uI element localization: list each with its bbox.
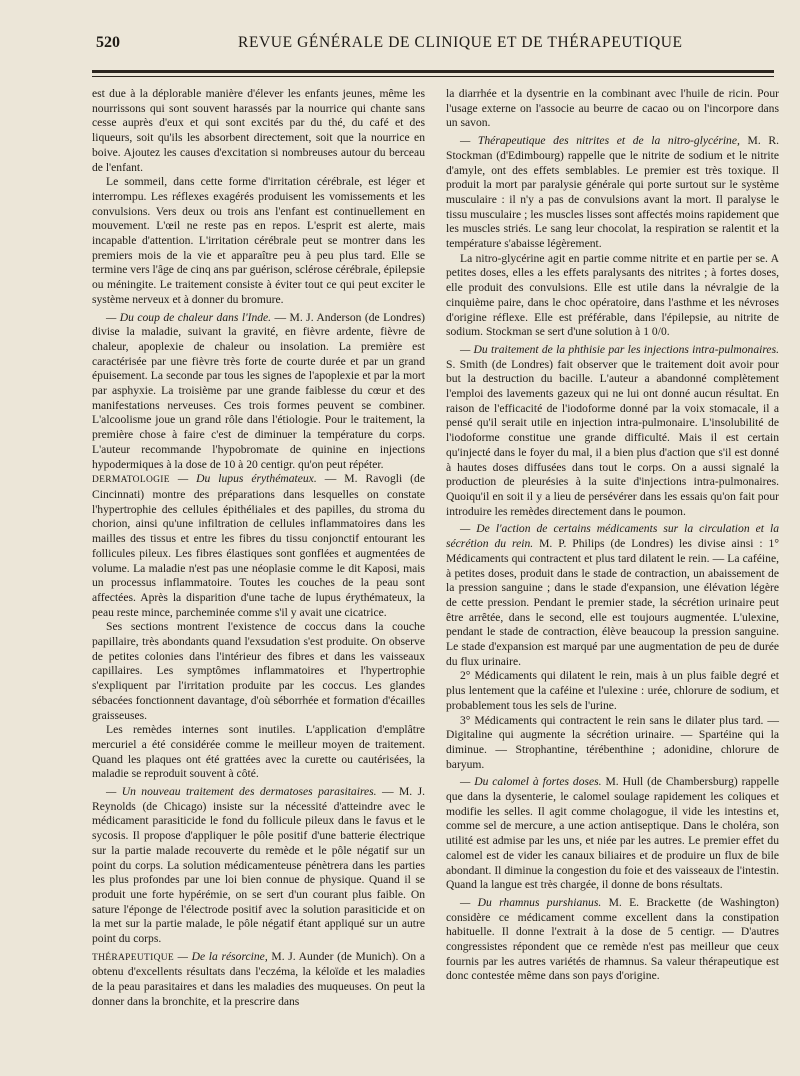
article-text: M. Hull (de Chambersburg) rappelle que dans la dysenterie, le calomel soulage rapidement les coliques et modifie les selles. Il agit comme cholagogue, il vide les intestins et, comme sel de mercure, a une action antiseptique. Dans le choléra, son utilité est admise par les uns, et niée par les autres. Le premier effet du calomel est de vider les canaux biliaires et de produire un flux de bile abondant. Il diminue la congestion du foie et des vaisseaux de l'intestin. Quand la langue est très chargée, il donne de bons résultats. [446,775,779,892]
right-column [446,87,779,984]
paragraph: Le sommeil, dans cette forme d'irritation cérébrale, est léger et interrompu. Les réflexes exagérés produisent les vomissements et les convulsions. Vers deux ou trois ans l'enfant est continuellement en mouvement. L'œil ne reste pas en repos. L'esprit est alerte, mais incapable d'attention. L'irritation cérébrale peut se montrer dans les premiers mois de la vie et apparaître peu à peu plus tard. Elle se termine vers l'âge de cinq ans par guérison, sclérose cérébrale, épilepsie ou méningite. Le traitement consiste à éviter tout ce qui peut exciter le système nerveux et à donner du bromure. [92,175,426,306]
section-tag: THÉRAPEUTIQUE [92,952,175,963]
paragraph: Ses sections montrent l'existence de coccus dans la couche papillaire, très abondants quand l'exsudation s'est produite. On observe de petites colonies dans l'intérieur des fibres et dans les vaisseaux capillaires. Les symptômes inflammatoires et l'hypertrophie s'expliquent par l'irritation produite par les coccus. Les glandes sébacées fonctionnent davantage, d'où séborrhée et formation d'écailles graisseuses. [92,620,425,722]
paragraph: 2° Médicaments qui dilatent le rein, mais à un plus faible degré et plus lentement que la caféine et l'ulexine : urée, chlorure de sodium, et probablement tous les sels de l'urine. [446,669,779,712]
article-title: — De l'action de certains médicaments sur la circulation et la sécrétion du rein. [446,522,779,551]
article-title: — Du calomel à fortes doses. [460,775,602,789]
article-title: — De la résorcine, [174,949,268,963]
article-text: S. Smith (de Londres) fait observer que le traitement doit avoir pour but la destruction du bacille. L'auteur a abandonné complètement l'emploi des lavements gazeux qui ne lui ont donné aucun résultat. En raison de l'efficacité de l'iodoforme donné par la voix stomacale, il a pensé qu'il serait utile en injection intra-pulmonaire. L'insolubilité de l'iodoforme constitue une grande difficulté. Mais il est certain qu'injecté dans le foyer du mal, il a bien plus d'action que s'il est donné à hautes doses diffusées dans tout le corps. On a aussi signalé la production de pleurésies à la suite d'injections intra-pulmonaires. Quoiqu'il en soit il y a lieu de persévérer dans les essais qu'on fait pour introduire les remèdes directement dans le poumon. [446,357,779,518]
article-nitrites [446,134,779,252]
article-title: — Du traitement de la phthisie par les injections intra-pulmonaires. [460,342,779,356]
article-resorcine [92,950,425,1010]
paragraph: est due à la déplorable manière d'élever les enfants jeunes, même les nourrissons qui sont souvent harassés par la nourrice qui chante sans cesse auprès d'eux et qui sont excités par du thé, du café et des liqueurs, soit qu'ils les absorbent directement, soit que la nourrice en boive. Ajoutez les causes d'excitation si nombreuses autour du berceau de l'enfant. [92,87,425,174]
header-rule [92,70,774,73]
article-phthisie [446,343,779,519]
article-text: M. E. Brackette (de Washington) considère ce médicament comme excellent dans la constipation habituelle. Il donne l'extrait à la dose de 5 centigr. — D'autres congressistes répondent que ce remède n'est pas meilleur que ceux fournis par les autres variétés de rhamnus. Sa valeur thérapeutique est donc contestée même dans son pays d'origine. [446,895,779,983]
article-title: — Du lupus érythémateux. [169,472,317,486]
article-text: M. J. Aunder (de Munich). On a obtenu d'excellents résultats dans l'eczéma, la kéloïde et les maladies de la peau parasitaires et dans les maladies des muqueuses. On peut la donner dans la bronchite, et la prescrire dans [92,949,425,1008]
article-title: — Thérapeutique des nitrites et de la nitro-glycérine, [460,134,740,148]
article-text: M. P. Philips (de Londres) les divise ainsi : 1° Médicaments qui contractent et plus tard dilatent le rein. — La caféine, à petites doses, produit dans le stade de contraction, un abaissement de la pression sanguine ; dans le stade d'expansion, une élévation légère de cette pression. Pendant le premier stade, la sécrétion urinaire peut être arrêtée, dans le second, elle est toujours augmentée. L'ulexine, pendant le stade de contraction, élève beaucoup la pression sanguine. Le stade d'expansion est marqué par une augmentation de peu de durée du flux urinaire. [446,537,779,668]
page-number: 520 [96,34,120,51]
article-text: — M. J. Reynolds (de Chicago) insiste sur la nécessité d'atteindre avec le médicament parasiticide le fond du follicule pileux dans le favus et le sycosis. Il propose d'appliquer le pôle positif d'une batterie électrique sur la partie malade recouverte du remède et le pôle négatif sur un point du corps. La solution médicamenteuse pénètrera dans les parties les plus profondes par une loi bien connue de physique. Quand il se produit une forte hypérémie, on se sert d'un courant plus faible. On sature l'éponge de l'électrode positif avec la solution parasiticide et on la met sur la partie malade, le pôle négatif étant appliqué sur un autre point du corps. [92,785,425,946]
article-text: — M. Ravogli (de Cincinnati) montre des préparations dans lesquelles on constate l'hypertrophie des cellules épithéliales et des papilles, du stroma du chorion, ainsi qu'une infiltration de cellules inflammatoires dans les mailles des tissus et entre les fibres du tissu conjonctif entourant les follicules pileux. Les fibres élastiques sont gonflées et augmentées de volume. La maladie n'est pas une néoplasie comme le dit Kaposi, mais un processus inflammatoire. Toutes les couches de la peau sont affectées. Après la disparition d'une tache de lupus érythémateux, la peau reste mince, parcheminée comme s'il y avait une cicatrice. [92,472,425,619]
left-column [92,87,425,1010]
article-text: M. R. Stockman (d'Edimbourg) rappelle que le nitrite de sodium et le nitrite d'amyle, ont des effets semblables. Le premier est très toxique. Il produit la mort par paralysie générale qui porte surtout sur le système musculaire : il n'y a pas de convulsions avant la mort. Il paralyse le tissu musculaire ; les muscles lisses sont affectés moins rapidement que les muscles striés. Le sang leur chocolat, la respiration se ralentit et la température s'abaisse légèrement. [446,134,779,251]
article-rhamnus [446,896,779,984]
article-title: — Un nouveau traitement des dermatoses parasitaires. [106,785,377,799]
paragraph: 3° Médicaments qui contractent le rein sans le dilater plus tard. — Digitaline qui augmente la sécrétion urinaire. — Spartéine qui la diminue. — Strophantine, térébenthine ; adonidine, chlorure de baryum. [446,713,779,771]
article-lupus [92,472,425,620]
running-title: REVUE GÉNÉRALE DE CLINIQUE ET DE THÉRAPEUTIQUE [238,34,683,51]
paragraph: La nitro-glycérine agit en partie comme nitrite et en partie per se. A petites doses, elles a les effets paralysants des nitrites ; à fortes doses, elle produit des convulsions. Elle est utile dans la névralgie de la cinquième paire, dans le choc opératoire, dans l'asthme et les névroses d'origine réflexe. Elle est préférable, dans l'épilepsie, au nitrite de sodium. Stockman se sert d'une solution à 1 0/0. [446,251,779,339]
paragraph: la diarrhée et la dysentrie en la combinant avec l'huile de ricin. Pour l'usage externe on l'associe au beurre de cacao ou on l'incorpore dans un savon. [446,87,779,130]
article-title: — Du rhamnus purshianus. [460,895,602,909]
article-text: — M. J. Anderson (de Londres) divise la maladie, suivant la gravité, en fièvre ardente, fièvre de chaleur, apoplexie de chaleur ou insolation. La première est caractérisée par une fièvre très forte de courte durée et par un grand épuisement. La seconde par tous les signes de l'apoplexie et par la mort par asphyxie. La troisième par une grande faiblesse du cœur et des manifestations nerveuses. Ces trois formes peuvent se combiner. L'alcoolisme joue un grand rôle dans l'étiologie. Pour le traitement, la première chose à faire c'est de diminuer la température du corps. L'auteur recommande l'hypobromate de quinine en injections hypodermiques à la dose de 10 à 20 centigr. qu'on peut répéter. [92,310,425,471]
article-coup-de-chaleur [92,311,425,473]
section-tag: DERMATOLOGIE [92,475,170,486]
article-rein [446,522,779,669]
article-calomel [446,775,779,893]
article-dermatoses [92,785,425,947]
article-title: — Du coup de chaleur dans l'Inde. [106,310,272,324]
paragraph: Les remèdes internes sont inutiles. L'application d'emplâtre mercuriel a été considérée comme le meilleur moyen de traitement. Quand les plaques ont été grattées avec la curette ou cautérisées, la maladie se reproduit souvent à côté. [92,723,425,781]
